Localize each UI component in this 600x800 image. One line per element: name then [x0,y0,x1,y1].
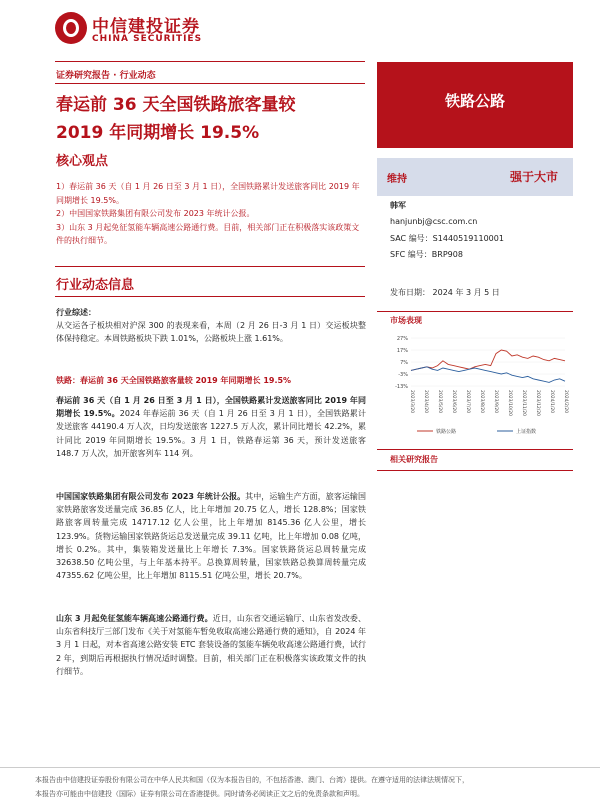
paragraph-text: 其中，运输生产方面，旅客运输国家铁路旅客发送量完成 36.85 亿人，比上年增加 20.75 亿人，增长 128.8%；国家铁路旅客周转量完成 14717.12 亿人公里，比上年增加 8145.36 亿人公里，增长 123.9%。货物运输国家铁路货运总发送量完成 39.11 亿吨，比上年增加 0.08 亿吨，增长 0.2%。其中，集装箱发送量比上年增长 7.3%。国家铁路货运总周转量完成 32638.50 亿吨公里，与上年基本持平。总换算周转量，国家铁路总换算周转量完成 47355.62 亿吨公里，比上年增加 8115.51 亿吨公里，增长 20.7%。 [56,492,366,581]
related-reports-title: 相关研究报告 [390,455,438,464]
core-view-item: 2）中国国家铁路集团有限公司发布 2023 年统计公报。 [56,209,255,218]
rating-value: 强于大市 [510,170,559,184]
industry-news-title: 行业动态信息 [56,278,135,293]
report-type: 证券研究报告 · 行业动态 [56,71,156,81]
core-view-item: 1）春运前 36 天（自 1 月 26 日至 3 月 1 日），全国铁路累计发送旅客同比 2019 年同期增长 19.5%。 [56,182,360,205]
series-line-1 [411,367,565,383]
company-name-cn: 中信建投证券 [92,17,200,37]
overview-block [56,306,366,346]
legend-label: 上证指数 [516,429,537,435]
sidebar-divider [377,449,573,450]
y-tick-label: -3% [398,372,408,378]
core-view-title: 核心观点 [56,154,109,169]
report-title-line2: 2019 年同期增长 19.5% [56,123,260,143]
company-name-en: CHINA SECURITIES [92,34,203,44]
y-tick-label: -13% [395,384,408,390]
y-tick-label: 27% [396,336,408,342]
x-tick-label: 2023/3/20 [409,390,414,414]
core-view-item: 3）山东 3 月起免征氢能车辆高速公路通行费。目前，相关部门正在积极落实该政策文件的执行细节。 [56,222,360,245]
header-divider-2 [55,83,365,84]
footer-disclaimer-1: 本报告由中信建投证券股份有限公司在中华人民共和国（仅为本报告目的，不包括香港、澳门、台湾）提供。在遵守适用的法律法规情况下， [35,776,469,784]
overview-text: 从交运各子板块相对沪深 300 的表现来看，本周（2 月 26 日-3 月 1 日）交运板块整体保持稳定。本周铁路板块下跌 1.01%，公路板块上涨 1.61%。 [56,321,366,344]
section-divider [55,266,365,267]
header-divider [55,61,365,62]
x-tick-label: 2023/6/20 [451,390,456,414]
rating-action: 维持 [387,174,407,185]
sidebar-divider [377,311,573,312]
series-line-0 [411,350,565,370]
analyst-sfc: SFC 编号：BRP908 [390,250,463,259]
market-performance-chart [377,330,573,440]
paragraph-text: 2024 年春运前 36 天（自 1 月 26 日至 3 月 1 日），全国铁路累计发送旅客 44190.4 万人次，日均发送旅客 1227.5 万人次，累计同比增长 42.2%，累计同比 2019 年同期增长 19.5%。3 月 1 日，铁路春运第 36 天，预计发送旅客 148.7 万人次，加开旅客列车 114 列。 [56,409,366,458]
paragraph-railway [56,394,366,460]
x-tick-label: 2023/8/20 [479,390,484,414]
legend-label: 铁路公路 [436,429,457,435]
x-tick-label: 2023/4/20 [423,390,428,414]
x-tick-label: 2024/1/20 [549,390,554,414]
x-tick-label: 2023/12/20 [535,390,540,416]
paragraph-statistics [56,490,366,582]
overview-label: 行业综述： [56,308,96,317]
publish-date: 发布日期： 2024 年 3 月 5 日 [390,288,500,297]
paragraph-text: 近日，山东省交通运输厅、山东省发改委、山东省科技厅三部门发布《关于对氢能车暂免收取高速公路通行费的通知》，自 2024 年 3 月 1 日起，对本省高速公路安装 ETC 套装设备的氢能车辆免收高速公路通行费，试行 2 年，到期后再根据执行情况适时调整。目前，相关部门正在积极落实该政策文件的执行细节。 [56,614,366,676]
footer-divider [0,767,600,768]
sector-name: 铁路公路 [444,92,505,110]
paragraph-lead: 中国国家铁路集团有限公司发布 2023 年统计公报。 [56,492,246,501]
x-tick-label: 2023/11/20 [521,390,526,416]
sidebar-divider [377,470,573,471]
paragraph-shandong [56,612,366,678]
x-tick-label: 2023/7/20 [465,390,470,414]
market-performance-title: 市场表现 [390,316,422,325]
analyst-email: hanjunbj@csc.com.cn [390,217,478,226]
paragraph-lead: 春运前 36 天（自 1 月 26 日至 3 月 1 日），全国铁路累计发送旅客同比 2019 年同期增长 19.5%。 [56,396,366,419]
footer-disclaimer-2: 本报告亦可能由中信建投（国际）证券有限公司在香港提供。同时请务必阅读正文之后的免责条款和声明。 [35,790,364,798]
core-view-list [56,180,366,248]
x-tick-label: 2023/5/20 [437,390,442,414]
analyst-name: 韩军 [390,201,406,210]
y-tick-label: 17% [396,348,408,354]
railway-subheading: 铁路：春运前 36 天全国铁路旅客量较 2019 年同期增长 19.5% [56,376,292,385]
analyst-sac: SAC 编号：S1440519110001 [390,234,504,243]
x-tick-label: 2024/2/20 [563,390,568,414]
paragraph-lead: 山东 3 月起免征氢能车辆高速公路通行费。 [56,614,213,623]
x-tick-label: 2023/10/20 [507,390,512,416]
report-title-line1: 春运前 36 天全国铁路旅客量较 [56,95,296,115]
y-tick-label: 7% [400,360,408,366]
company-logo-icon [55,12,87,44]
section-divider-2 [55,296,365,297]
x-tick-label: 2023/9/20 [493,390,498,414]
